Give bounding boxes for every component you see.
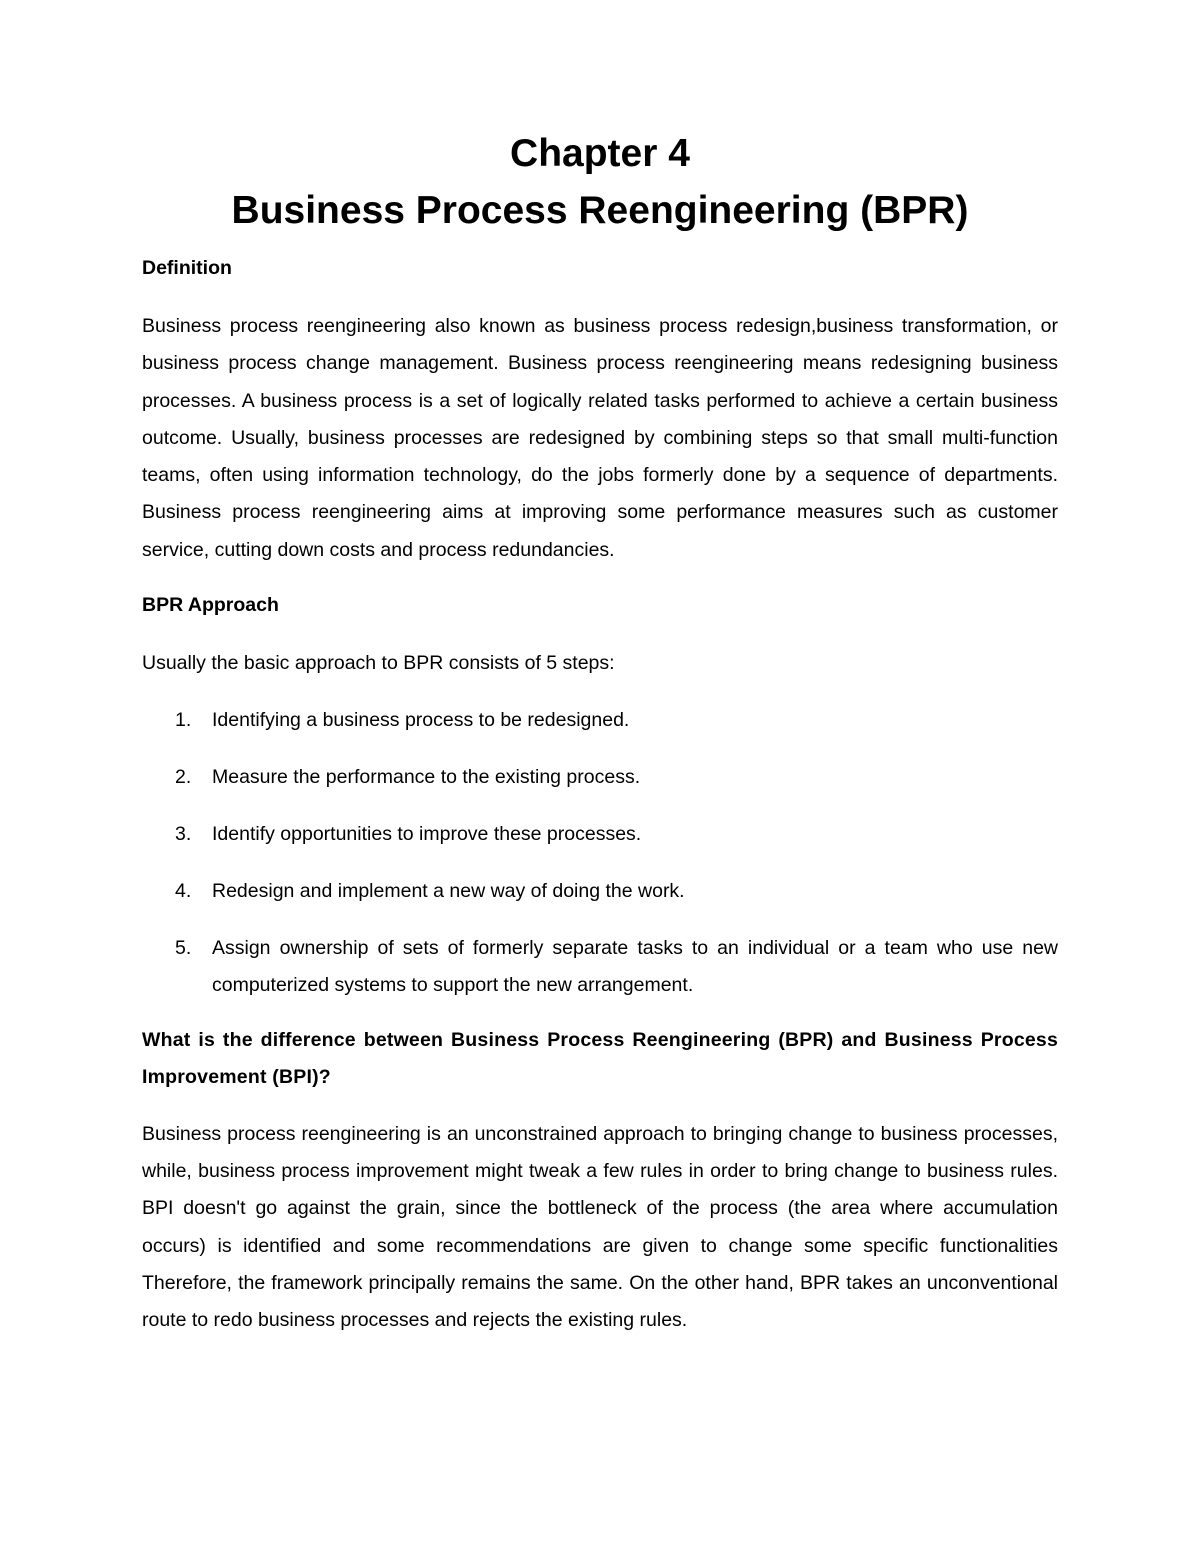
list-item xyxy=(142,873,1058,910)
document-title: Business Process Reengineering (BPR) xyxy=(231,189,969,232)
list-item-number: 4. xyxy=(175,879,192,902)
approach-steps-list xyxy=(142,702,1058,1004)
definition-heading: Definition xyxy=(142,257,232,279)
list-item-text: Identifying a business process to be redesigned. xyxy=(212,709,630,732)
approach-heading: BPR Approach xyxy=(142,594,279,617)
list-item-number: 1. xyxy=(175,709,192,732)
list-item-text: Assign ownership of sets of formerly separate tasks to an individual or a team who use new computerized systems to support the new arrangement. xyxy=(212,936,1058,996)
list-item-number: 3. xyxy=(175,822,192,845)
chapter-heading: Chapter 4 xyxy=(510,132,690,175)
page-content xyxy=(142,132,1058,1360)
list-item xyxy=(142,930,1058,1005)
list-item-text: Identify opportunities to improve these processes. xyxy=(212,822,642,845)
list-item-number: 5. xyxy=(175,936,192,959)
list-item xyxy=(142,702,1058,739)
list-item-text: Measure the performance to the existing process. xyxy=(212,766,641,789)
difference-paragraph: Business process reengineering is an unconstrained approach to bringing change to business processes, while, business process improvement might tweak a few rules in order to bring change to business rules. BPI doesn't go against the grain, since the bottleneck of the process (the area where accumulation occurs) is identified and some recommendations are given to change some specific functionalities Therefore, the framework principally remains the same. On the other hand, BPR takes an unconventional route to redo business processes and rejects the existing rules. xyxy=(142,1122,1058,1332)
approach-intro: Usually the basic approach to BPR consists of 5 steps: xyxy=(142,652,615,675)
list-item xyxy=(142,816,1058,853)
difference-heading: What is the difference between Business Process Reengineering (BPR) and Business Process Improvement (BPI)? xyxy=(142,1029,1058,1089)
list-item-text: Redesign and implement a new way of doing the work. xyxy=(212,879,685,902)
list-item-number: 2. xyxy=(175,766,192,789)
list-item xyxy=(142,759,1058,796)
definition-paragraph: Business process reengineering also known as business process redesign,business transformation, or business process change management. Business process reengineering means redesigning business processes. A business process is a set of logically related tasks performed to achieve a certain business outcome. Usually, business processes are redesigned by combining steps so that small multi-function teams, often using information technology, do the jobs formerly done by a sequence of departments. Business process reengineering aims at improving some performance measures such as customer service, cutting down costs and process redundancies. xyxy=(142,315,1058,561)
